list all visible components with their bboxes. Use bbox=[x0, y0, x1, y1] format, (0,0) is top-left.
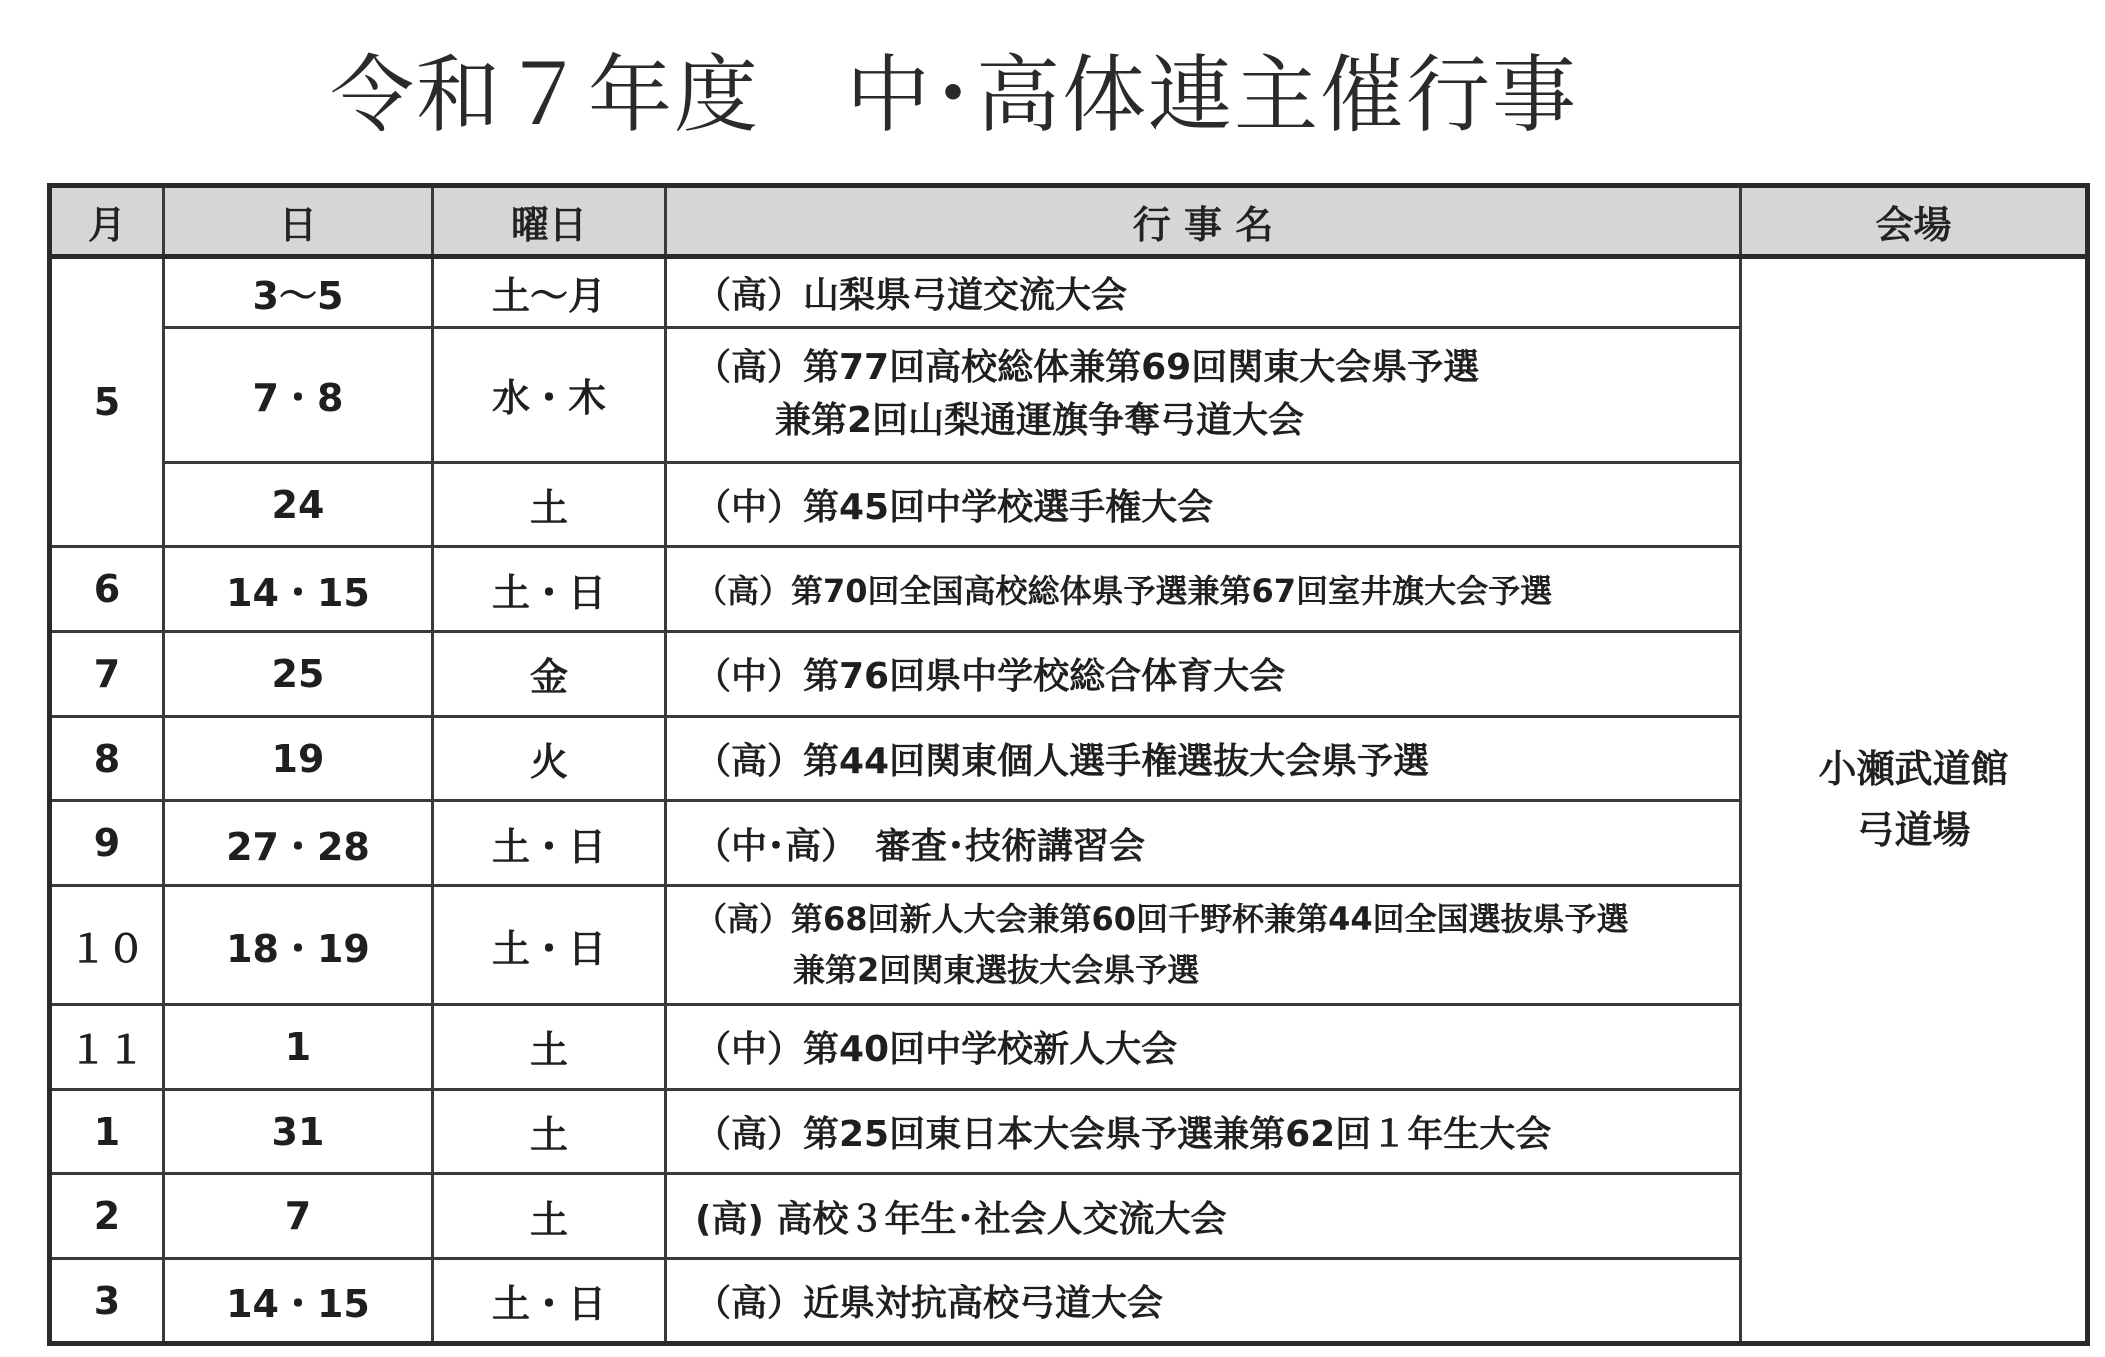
event-name: （高）第68回新人大会兼第60回千野杯兼第44回全国選抜県予選 bbox=[695, 899, 1629, 938]
event-cell bbox=[666, 547, 1741, 632]
event-cell bbox=[666, 327, 1741, 462]
weekday-cell: 土・日 bbox=[433, 1259, 666, 1344]
event-name: （高）第44回関東個人選手権選抜大会県予選 bbox=[695, 741, 1430, 783]
day-cell: 18・19 bbox=[164, 886, 433, 1005]
event-name: （高）近県対抗高校弓道大会 bbox=[695, 1283, 1164, 1325]
month-cell: 8 bbox=[50, 716, 164, 801]
header-month: 月 bbox=[50, 186, 164, 257]
weekday-cell: 土・日 bbox=[433, 801, 666, 886]
header-weekday: 曜日 bbox=[433, 186, 666, 257]
header-venue: 会場 bbox=[1741, 186, 2088, 257]
event-cell bbox=[666, 886, 1741, 1005]
event-cell bbox=[666, 1005, 1741, 1090]
month-cell: 6 bbox=[50, 547, 164, 632]
event-cell bbox=[666, 716, 1741, 801]
table-header-row bbox=[50, 186, 2088, 257]
weekday-cell: 土 bbox=[433, 1174, 666, 1259]
weekday-cell: 火 bbox=[433, 716, 666, 801]
page-title: 令和７年度 中･高体連主催行事 bbox=[330, 46, 1579, 144]
month-cell: １０ bbox=[50, 886, 164, 1005]
venue-cell bbox=[1741, 257, 2088, 1344]
event-name-continued: 兼第2回関東選抜大会県予選 bbox=[793, 951, 1200, 990]
day-cell: 24 bbox=[164, 462, 433, 547]
day-cell: 3～5 bbox=[164, 257, 433, 328]
header-event: 行 事 名 bbox=[666, 186, 1741, 257]
event-name: （中）第76回県中学校総合体育大会 bbox=[695, 656, 1286, 698]
month-cell: 5 bbox=[50, 257, 164, 547]
day-cell: 1 bbox=[164, 1005, 433, 1090]
weekday-cell: 水・木 bbox=[433, 327, 666, 462]
venue-name: 小瀬武道館 bbox=[1818, 747, 2009, 792]
event-cell bbox=[666, 1174, 1741, 1259]
day-cell: 7・8 bbox=[164, 327, 433, 462]
weekday-cell: 土 bbox=[433, 1089, 666, 1174]
event-name: （高）第70回全国高校総体県予選兼第67回室井旗大会予選 bbox=[695, 572, 1553, 611]
event-name: （中）第45回中学校選手権大会 bbox=[695, 487, 1214, 529]
weekday-cell: 土 bbox=[433, 462, 666, 547]
weekday-cell: 土～月 bbox=[433, 257, 666, 328]
day-cell: 14・15 bbox=[164, 547, 433, 632]
event-name: （高）山梨県弓道交流大会 bbox=[695, 274, 1128, 316]
month-cell: 1 bbox=[50, 1089, 164, 1174]
day-cell: 7 bbox=[164, 1174, 433, 1259]
day-cell: 14・15 bbox=[164, 1259, 433, 1344]
event-cell bbox=[666, 1089, 1741, 1174]
weekday-cell: 土 bbox=[433, 1005, 666, 1090]
event-name: （中･高） 審査･技術講習会 bbox=[695, 825, 1146, 867]
event-cell bbox=[666, 801, 1741, 886]
month-cell: 7 bbox=[50, 632, 164, 717]
weekday-cell: 土・日 bbox=[433, 886, 666, 1005]
day-cell: 27・28 bbox=[164, 801, 433, 886]
event-cell bbox=[666, 462, 1741, 547]
weekday-cell: 金 bbox=[433, 632, 666, 717]
day-cell: 31 bbox=[164, 1089, 433, 1174]
day-cell: 19 bbox=[164, 716, 433, 801]
month-cell: 3 bbox=[50, 1259, 164, 1344]
event-name: （高）第77回高校総体兼第69回関東大会県予選 bbox=[695, 347, 1480, 389]
month-cell: 2 bbox=[50, 1174, 164, 1259]
event-name-continued: 兼第2回山梨通運旗争奪弓道大会 bbox=[775, 399, 1305, 441]
weekday-cell: 土・日 bbox=[433, 547, 666, 632]
header-day: 日 bbox=[164, 186, 433, 257]
day-cell: 25 bbox=[164, 632, 433, 717]
table-row bbox=[50, 257, 2088, 328]
month-cell: １１ bbox=[50, 1005, 164, 1090]
event-cell bbox=[666, 1259, 1741, 1344]
event-name: （中）第40回中学校新人大会 bbox=[695, 1029, 1178, 1071]
event-schedule-table bbox=[47, 183, 2090, 1346]
event-name: (高) 高校３年生･社会人交流大会 bbox=[695, 1198, 1227, 1240]
venue-subname: 弓道場 bbox=[1856, 808, 1971, 852]
event-cell bbox=[666, 632, 1741, 717]
event-cell bbox=[666, 257, 1741, 328]
event-name: （高）第25回東日本大会県予選兼第62回１年生大会 bbox=[695, 1114, 1552, 1156]
month-cell: 9 bbox=[50, 801, 164, 886]
